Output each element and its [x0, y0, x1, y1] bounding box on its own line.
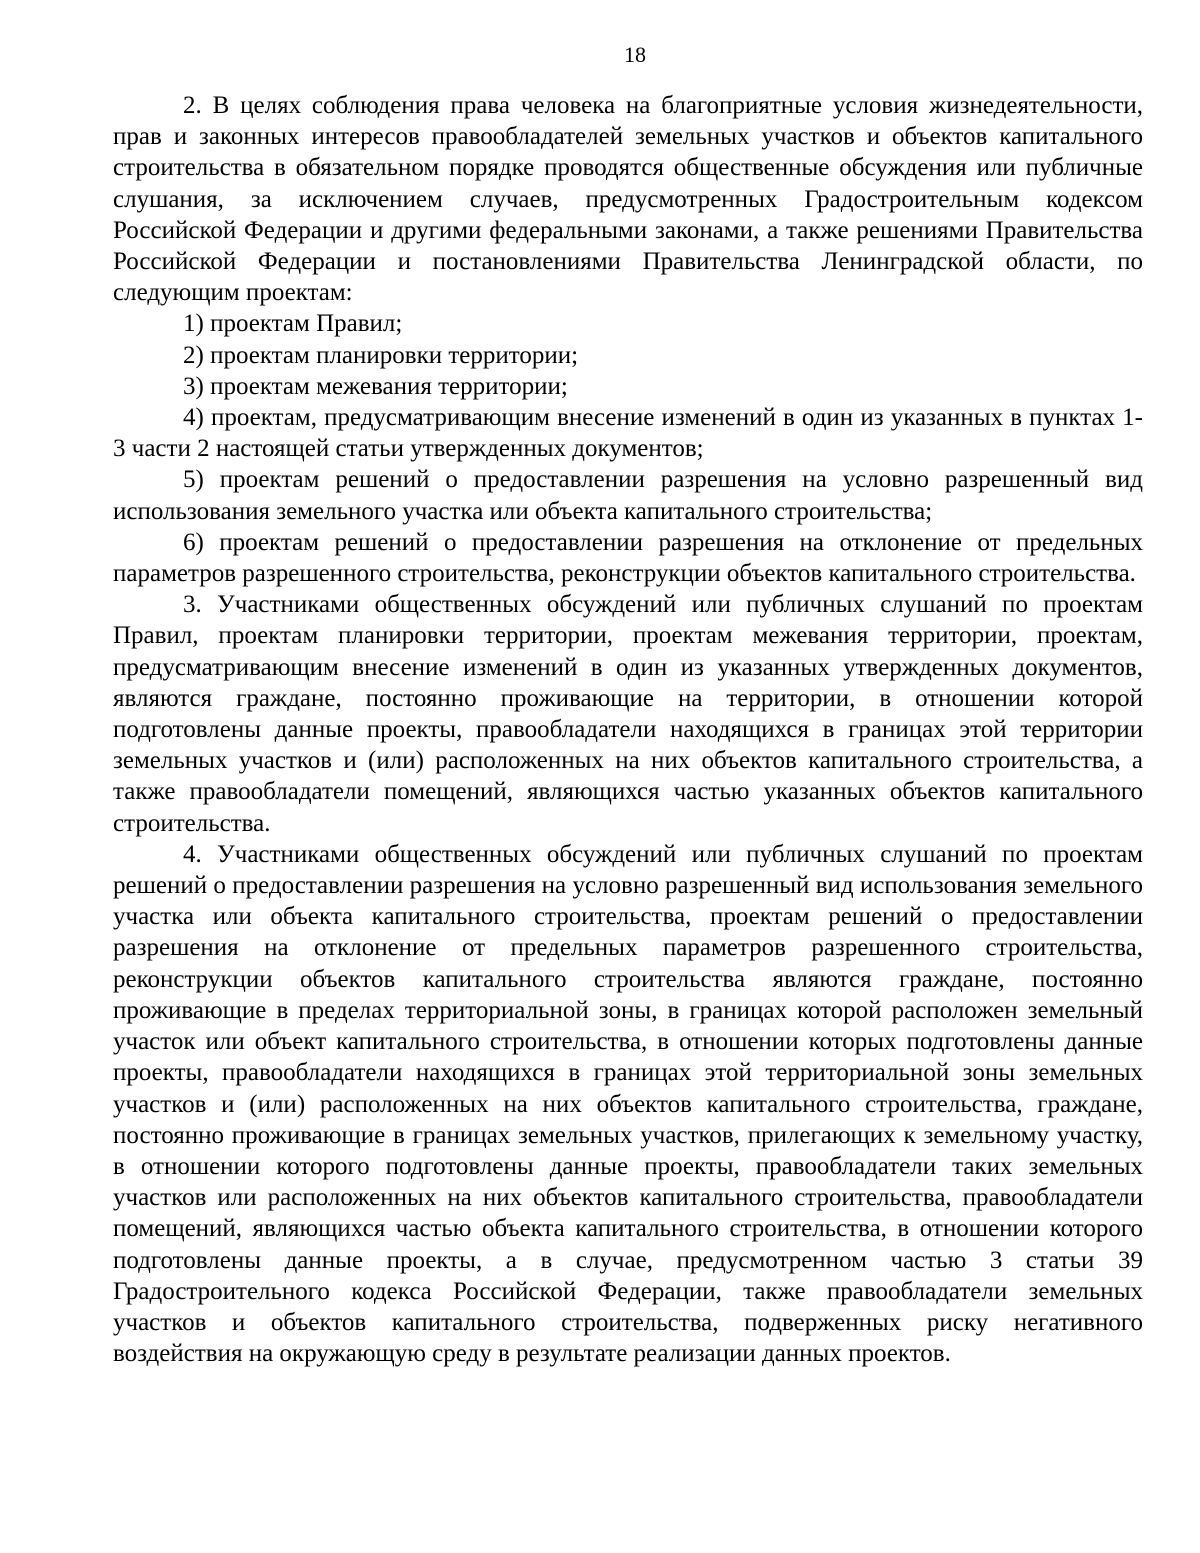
document-page — [113, 40, 1143, 1369]
list-item-1: 1) проектам Правил; — [183, 310, 403, 338]
list-item-2: 2) проектам планировки территории; — [183, 341, 579, 369]
paragraph-item-2: 2. В целях соблюдения права человека на благоприятные условия жизнедеятельности, прав и законных интересов правообладателей земельных участков и объектов капитального строительства в обязательном порядке проводятся общественные обсуждения или публичные слушания, за исключением случаев, предусмотренных Градостроительным кодексом Российской Федерации и другими федеральными законами, а также решениями Правительства Российской Федерации и постановлениями Правительства Ленинградской области, по следующим проектам: — [113, 92, 1143, 307]
list-item-3: 3) проектам межевания территории; — [183, 372, 568, 400]
paragraph-item-3: 3. Участниками общественных обсуждений или публичных слушаний по проектам Правил, проектам планировки территории, проектам межевания территории, проектам, предусматривающим внесение изменений в один из указанных утвержденных документов, являются граждане, постоянно проживающие на территории, в отношении которой подготовлены данные проекты, правообладатели находящихся в границах этой территории земельных участков и (или) расположенных на них объектов капитального строительства, а также правообладатели помещений, являющихся частью указанных объектов капитального строительства. — [113, 591, 1143, 837]
list-item-4: 4) проектам, предусматривающим внесение изменений в один из указанных в пунктах 1-3 части 2 настоящей статьи утвержденных документов; — [113, 404, 1143, 463]
page-number: 18 — [624, 42, 646, 67]
list-item-5: 5) проектам решений о предоставлении разрешения на условно разрешенный вид использования земельного участка или объекта капитального строительства; — [113, 466, 1143, 525]
paragraph-item-4: 4. Участниками общественных обсуждений или публичных слушаний по проектам решений о предоставлении разрешения на условно разрешенный вид использования земельного участка или объекта капитального строительства, проектам решений о предоставлении разрешения на отклонение от предельных параметров разрешенного строительства, реконструкции объектов капитального строительства являются граждане, постоянно проживающие в пределах территориальной зоны, в границах которой расположен земельный участок или объект капитального строительства, в отношении которых подготовлены данные проекты, правообладатели находящихся в границах этой территориальной зоны земельных участков и (или) расположенных на них объектов капитального строительства, граждане, постоянно проживающие в границах земельных участков, прилегающих к земельному участку, в отношении которого подготовлены данные проекты, правообладатели таких земельных участков или расположенных на них объектов капитального строительства, правообладатели помещений, являющихся частью объекта капитального строительства, в отношении которого подготовлены данные проекты, а в случае, предусмотренном частью 3 статьи 39 Градостроительного кодекса Российской Федерации, также правообладатели земельных участков и объектов капитального строительства, подверженных риску негативного воздействия на окружающую среду в результате реализации данных проектов. — [113, 840, 1143, 1368]
list-item-6: 6) проектам решений о предоставлении разрешения на отклонение от предельных параметров разрешенного строительства, реконструкции объектов капитального строительства. — [113, 528, 1143, 588]
